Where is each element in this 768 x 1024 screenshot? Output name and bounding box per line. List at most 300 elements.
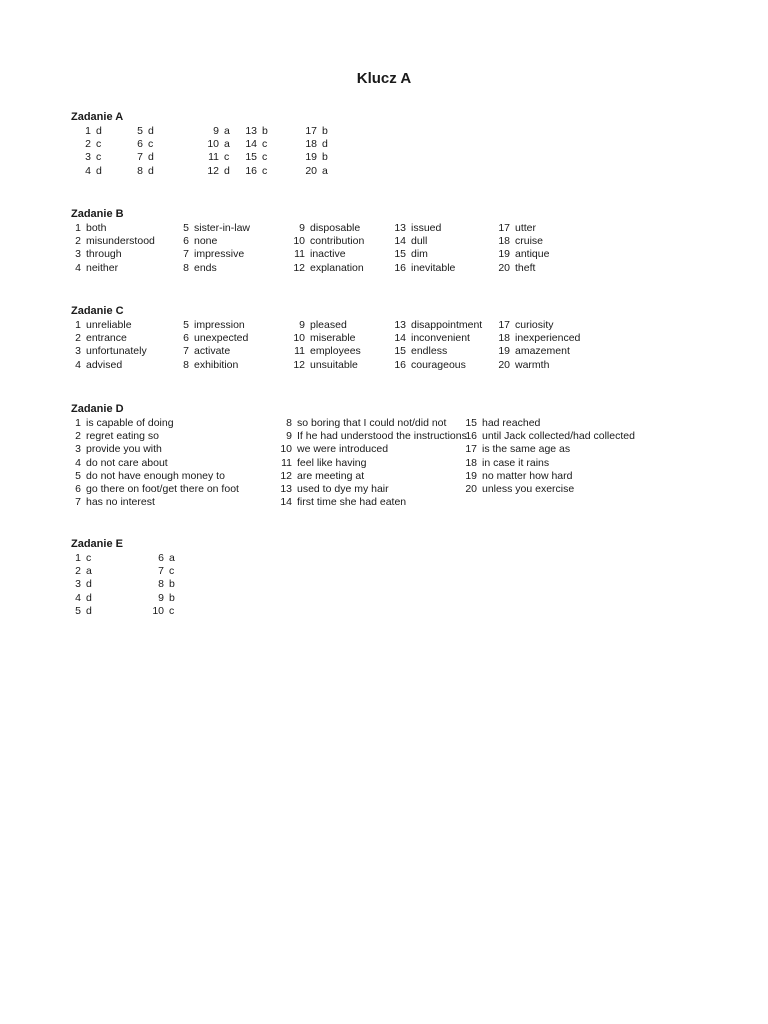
item-answer: explanation	[310, 261, 364, 274]
item-number: 5	[137, 125, 143, 137]
item-answer: disposable	[310, 222, 361, 234]
item-answer: curiosity	[515, 319, 554, 331]
answer-item	[71, 345, 147, 358]
item-answer: unfortunately	[86, 345, 147, 358]
item-number: 15	[394, 345, 406, 358]
item-answer: a	[224, 138, 230, 151]
item-answer: disappointment	[411, 319, 483, 331]
answer-item	[386, 235, 455, 248]
item-number: 11	[208, 151, 219, 164]
item-answer: a	[86, 565, 92, 578]
answer-grid	[71, 319, 581, 372]
item-answer: c	[262, 138, 268, 151]
item-number: 15	[394, 248, 406, 261]
answer-item	[181, 248, 250, 261]
answer-grid	[71, 222, 550, 275]
answer-column	[279, 319, 361, 372]
answer-item	[235, 138, 268, 151]
answer-column	[137, 552, 175, 618]
item-number: 4	[85, 164, 91, 177]
answer-column	[71, 417, 239, 509]
item-answer: none	[194, 235, 218, 248]
section-zadanie-c	[71, 305, 581, 372]
item-number: 3	[75, 578, 81, 591]
item-answer: are meeting at	[297, 469, 365, 482]
item-answer: impression	[194, 319, 245, 331]
answer-item	[181, 125, 230, 138]
answer-item	[181, 138, 230, 151]
item-answer: provide you with	[86, 443, 162, 456]
item-number: 4	[75, 261, 81, 274]
item-number: 16	[245, 164, 257, 177]
item-number: 18	[465, 456, 477, 469]
answer-item	[71, 138, 102, 151]
item-number: 11	[294, 345, 305, 358]
item-number: 4	[75, 591, 81, 604]
answer-column	[491, 319, 580, 372]
answer-item	[491, 222, 549, 235]
answer-item	[461, 483, 635, 496]
item-number: 9	[286, 430, 292, 443]
item-answer: until Jack collected/had collected	[482, 430, 635, 443]
answer-item	[279, 319, 361, 332]
item-answer: employees	[310, 345, 361, 358]
answer-item	[266, 457, 467, 470]
item-number: 8	[183, 261, 189, 274]
item-answer: d	[86, 604, 92, 617]
item-number: 1	[75, 222, 81, 234]
item-number: 16	[465, 430, 477, 443]
item-answer: b	[322, 151, 328, 164]
item-answer: do not have enough money to	[86, 469, 225, 482]
item-number: 15	[465, 417, 477, 429]
item-answer: is capable of doing	[86, 417, 174, 429]
answer-item	[71, 235, 155, 248]
item-answer: feel like having	[297, 456, 367, 469]
item-number: 7	[137, 151, 143, 164]
answer-item	[181, 222, 250, 235]
item-answer: in case it rains	[482, 456, 550, 469]
item-number: 19	[305, 151, 317, 164]
answer-item	[127, 151, 154, 164]
item-number: 13	[245, 125, 257, 137]
answer-item	[71, 359, 147, 372]
answer-item	[279, 248, 364, 261]
item-number: 17	[498, 222, 510, 234]
item-answer: theft	[515, 261, 536, 274]
answer-column	[386, 222, 455, 275]
item-number: 13	[280, 482, 292, 495]
item-answer: misunderstood	[86, 235, 155, 248]
item-answer: unreliable	[86, 319, 132, 331]
item-number: 7	[183, 345, 189, 358]
item-number: 9	[158, 591, 164, 604]
answer-grid	[71, 125, 328, 178]
item-answer: first time she had eaten	[297, 496, 407, 509]
item-number: 2	[75, 235, 81, 248]
item-number: 11	[294, 248, 305, 261]
item-answer: inactive	[310, 248, 346, 261]
section-zadanie-d	[71, 403, 635, 510]
section-heading: Zadanie D	[71, 403, 124, 415]
item-number: 14	[394, 332, 406, 345]
item-number: 7	[158, 565, 164, 578]
item-number: 6	[183, 235, 189, 248]
item-answer: d	[96, 164, 102, 177]
answer-item	[71, 483, 239, 496]
item-answer: b	[169, 578, 175, 591]
item-number: 16	[394, 261, 406, 274]
item-answer: pleased	[310, 319, 347, 331]
answer-item	[266, 430, 467, 443]
section-heading: Zadanie C	[71, 305, 124, 317]
answer-column	[279, 222, 364, 275]
item-number: 19	[498, 345, 510, 358]
item-answer: d	[148, 125, 154, 137]
item-number: 6	[137, 138, 143, 151]
answer-item	[181, 235, 250, 248]
answer-item	[137, 578, 175, 591]
item-answer: activate	[194, 345, 231, 358]
answer-item	[491, 332, 580, 345]
item-answer: c	[169, 565, 175, 578]
item-answer: a	[224, 125, 230, 137]
item-number: 19	[498, 248, 510, 261]
item-answer: c	[262, 151, 268, 164]
item-number: 8	[137, 164, 143, 177]
item-number: 16	[394, 358, 406, 371]
answer-item	[293, 151, 328, 164]
item-number: 9	[213, 125, 219, 137]
section-zadanie-a	[71, 111, 328, 178]
answer-column	[293, 125, 328, 178]
item-number: 3	[75, 248, 81, 261]
item-number: 2	[75, 332, 81, 345]
answer-item	[266, 443, 467, 456]
answer-item	[491, 235, 549, 248]
item-number: 10	[207, 138, 219, 151]
item-answer: miserable	[310, 332, 356, 345]
item-answer: b	[262, 125, 268, 137]
item-number: 1	[85, 125, 91, 137]
item-number: 4	[75, 456, 81, 469]
item-number: 6	[183, 332, 189, 345]
item-number: 17	[305, 125, 317, 137]
item-number: 6	[75, 482, 81, 495]
item-answer: do not care about	[86, 456, 168, 469]
answer-item	[491, 262, 549, 275]
answer-item	[71, 578, 92, 591]
item-number: 3	[85, 151, 91, 164]
item-number: 1	[75, 417, 81, 429]
item-answer: d	[322, 138, 328, 151]
item-answer: antique	[515, 248, 550, 261]
item-answer: warmth	[515, 358, 550, 371]
answer-item	[279, 332, 361, 345]
answer-item	[71, 332, 147, 345]
answer-item	[137, 552, 175, 565]
answer-item	[71, 496, 239, 509]
answer-item	[127, 165, 154, 178]
answer-item	[71, 430, 239, 443]
item-number: 7	[183, 248, 189, 261]
item-number: 10	[293, 235, 305, 248]
item-answer: dull	[411, 235, 428, 248]
item-answer: go there on foot/get there on foot	[86, 482, 239, 495]
item-answer: is the same age as	[482, 443, 571, 456]
answer-item	[71, 319, 147, 332]
item-answer: unsuitable	[310, 358, 358, 371]
item-number: 2	[75, 565, 81, 578]
item-number: 5	[75, 604, 81, 617]
answer-item	[235, 151, 268, 164]
item-number: 11	[281, 456, 292, 469]
item-answer: entrance	[86, 332, 127, 345]
item-number: 20	[498, 261, 510, 274]
answer-item	[71, 443, 239, 456]
item-number: 20	[498, 358, 510, 371]
item-answer: ends	[194, 261, 217, 274]
item-answer: c	[96, 138, 102, 151]
item-answer: contribution	[310, 235, 365, 248]
item-answer: has no interest	[86, 496, 155, 509]
item-answer: we were introduced	[297, 443, 389, 456]
answer-item	[293, 165, 328, 178]
item-answer: no matter how hard	[482, 469, 573, 482]
answer-item	[71, 565, 92, 578]
item-number: 18	[498, 235, 510, 248]
answer-item	[235, 125, 268, 138]
answer-item	[181, 359, 248, 372]
answer-item	[461, 417, 635, 430]
answer-item	[279, 345, 361, 358]
answer-item	[386, 262, 455, 275]
answer-item	[491, 345, 580, 358]
item-number: 15	[245, 151, 257, 164]
answer-column	[181, 222, 250, 275]
item-answer: d	[224, 164, 230, 177]
item-number: 4	[75, 358, 81, 371]
item-answer: inevitable	[411, 261, 456, 274]
item-answer: neither	[86, 261, 119, 274]
page-title: Klucz A	[356, 70, 412, 87]
item-number: 8	[158, 578, 164, 591]
item-number: 10	[152, 604, 164, 617]
item-number: 5	[183, 222, 189, 234]
answer-item	[71, 552, 92, 565]
answer-item	[137, 565, 175, 578]
answer-item	[137, 592, 175, 605]
item-answer: endless	[411, 345, 448, 358]
answer-item	[71, 417, 239, 430]
answer-grid	[71, 552, 175, 619]
answer-column	[386, 319, 482, 372]
answer-item	[127, 125, 154, 138]
answer-column	[461, 417, 635, 496]
item-answer: issued	[411, 222, 442, 234]
answer-item	[71, 222, 155, 235]
answer-item	[181, 345, 248, 358]
item-answer: c	[224, 151, 230, 164]
item-number: 3	[75, 443, 81, 456]
item-number: 9	[299, 222, 305, 234]
answer-item	[71, 151, 102, 164]
answer-item	[293, 125, 328, 138]
item-answer: d	[148, 151, 154, 164]
item-answer: b	[169, 591, 175, 604]
item-number: 20	[465, 482, 477, 495]
item-answer: inconvenient	[411, 332, 470, 345]
item-number: 13	[394, 222, 406, 234]
answer-column	[181, 125, 230, 178]
item-number: 10	[280, 443, 292, 456]
item-answer: a	[169, 552, 175, 564]
item-answer: c	[86, 552, 92, 564]
answer-item	[71, 125, 102, 138]
item-number: 3	[75, 345, 81, 358]
answer-item	[461, 443, 635, 456]
item-answer: dim	[411, 248, 428, 261]
answer-column	[71, 125, 102, 178]
item-answer: so boring that I could not/did not	[297, 417, 447, 429]
item-number: 20	[305, 164, 317, 177]
item-number: 14	[280, 496, 292, 509]
answer-item	[127, 138, 154, 151]
item-answer: c	[262, 164, 268, 177]
item-number: 9	[299, 319, 305, 331]
item-answer: b	[322, 125, 328, 137]
item-number: 13	[394, 319, 406, 331]
item-number: 2	[85, 138, 91, 151]
answer-item	[491, 359, 580, 372]
answer-item	[181, 165, 230, 178]
item-number: 12	[293, 358, 305, 371]
section-zadanie-b	[71, 208, 550, 275]
answer-item	[461, 470, 635, 483]
item-number: 18	[305, 138, 317, 151]
item-number: 10	[293, 332, 305, 345]
item-answer: sister-in-law	[194, 222, 251, 234]
answer-item	[386, 319, 482, 332]
answer-item	[71, 592, 92, 605]
answer-item	[386, 332, 482, 345]
answer-column	[71, 319, 147, 372]
answer-item	[386, 222, 455, 235]
item-answer: c	[169, 604, 175, 617]
answer-column	[491, 222, 549, 275]
item-answer: exhibition	[194, 358, 239, 371]
item-answer: cruise	[515, 235, 544, 248]
item-answer: had reached	[482, 417, 541, 429]
answer-item	[71, 605, 92, 618]
item-answer: unexpected	[194, 332, 249, 345]
answer-item	[181, 332, 248, 345]
answer-item	[71, 165, 102, 178]
item-answer: d	[86, 591, 92, 604]
item-answer: d	[86, 578, 92, 591]
item-number: 14	[245, 138, 257, 151]
answer-item	[181, 151, 230, 164]
answer-item	[279, 222, 364, 235]
answer-item	[181, 262, 250, 275]
item-number: 14	[394, 235, 406, 248]
item-number: 6	[158, 552, 164, 564]
item-number: 5	[183, 319, 189, 331]
answer-item	[71, 262, 155, 275]
item-number: 2	[75, 430, 81, 443]
item-number: 17	[498, 319, 510, 331]
section-heading: Zadanie E	[71, 538, 123, 550]
item-answer: through	[86, 248, 122, 261]
item-answer: unless you exercise	[482, 482, 575, 495]
item-number: 12	[207, 164, 219, 177]
answer-item	[266, 470, 467, 483]
item-number: 5	[75, 469, 81, 482]
item-number: 12	[280, 469, 292, 482]
answer-item	[235, 165, 268, 178]
answer-column	[235, 125, 268, 178]
answer-item	[293, 138, 328, 151]
item-answer: c	[96, 151, 102, 164]
item-number: 12	[293, 261, 305, 274]
answer-grid	[71, 417, 635, 510]
item-number: 1	[75, 319, 81, 331]
item-number: 18	[498, 332, 510, 345]
item-answer: used to dye my hair	[297, 482, 389, 495]
section-zadanie-e	[71, 538, 175, 619]
section-heading: Zadanie B	[71, 208, 124, 220]
item-number: 1	[75, 552, 81, 564]
answer-column	[127, 125, 154, 178]
answer-item	[266, 483, 467, 496]
item-answer: If he had understood the instructions	[297, 430, 467, 443]
item-answer: advised	[86, 358, 123, 371]
item-answer: d	[96, 125, 102, 137]
answer-item	[279, 235, 364, 248]
answer-item	[181, 319, 248, 332]
item-number: 8	[286, 417, 292, 429]
answer-item	[461, 457, 635, 470]
item-number: 7	[75, 496, 81, 509]
answer-column	[71, 552, 92, 618]
answer-item	[279, 359, 361, 372]
answer-item	[386, 248, 455, 261]
item-answer: regret eating so	[86, 430, 159, 443]
answer-item	[71, 248, 155, 261]
answer-item	[491, 248, 549, 261]
answer-item	[491, 319, 580, 332]
answer-item	[386, 359, 482, 372]
answer-item	[137, 605, 175, 618]
answer-item	[71, 470, 239, 483]
answer-column	[181, 319, 248, 372]
item-answer: amazement	[515, 345, 570, 358]
answer-column	[266, 417, 467, 509]
item-answer: both	[86, 222, 107, 234]
answer-item	[279, 262, 364, 275]
item-answer: a	[322, 164, 328, 177]
item-answer: c	[148, 138, 154, 151]
answer-item	[461, 430, 635, 443]
item-answer: d	[148, 164, 154, 177]
item-number: 8	[183, 358, 189, 371]
answer-item	[71, 457, 239, 470]
answer-item	[266, 496, 467, 509]
item-answer: courageous	[411, 358, 466, 371]
item-answer: utter	[515, 222, 537, 234]
item-answer: inexperienced	[515, 332, 581, 345]
item-number: 19	[465, 469, 477, 482]
